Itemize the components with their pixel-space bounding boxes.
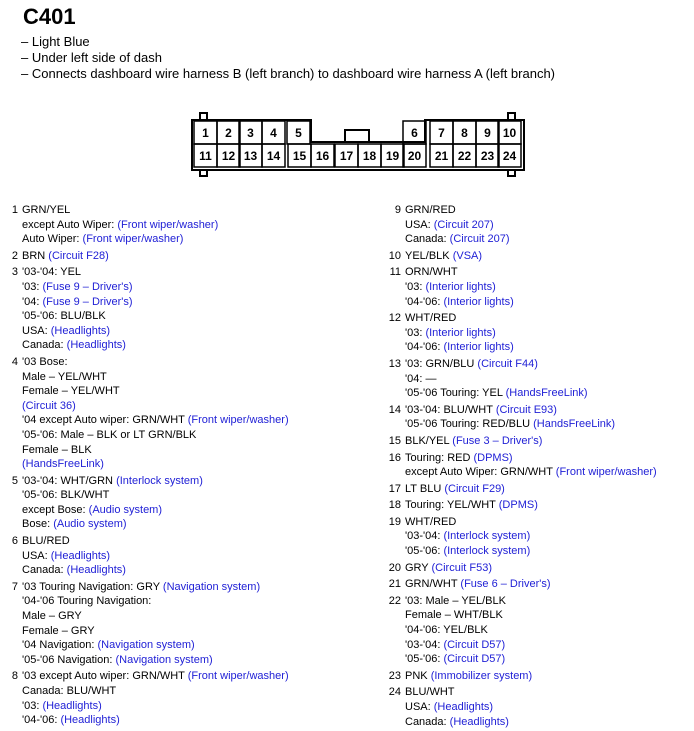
wire-text: '03-'04: YEL: [22, 266, 82, 279]
reference-link[interactable]: (Front wiper/washer): [117, 218, 219, 231]
reference-link[interactable]: (Circuit 36): [22, 399, 76, 412]
reference-link[interactable]: (Front wiper/washer): [187, 414, 289, 427]
reference-link[interactable]: (Fuse 9 – Driver's): [42, 280, 133, 293]
desc-location: – Under left side of dash: [21, 50, 162, 65]
reference-link[interactable]: (Navigation system): [115, 653, 213, 666]
pin-entry-number: 23: [388, 669, 401, 682]
pin-number-label: 5: [295, 126, 302, 140]
wire-text: BLK/YEL: [405, 434, 453, 447]
pin-entry-line: [405, 280, 692, 295]
pin-number-label: 19: [385, 149, 400, 163]
pin-entry: [4, 474, 384, 532]
pin-entry-line: [405, 451, 692, 466]
pin-entry-line: [405, 638, 692, 653]
pin-entry: [387, 434, 692, 449]
wire-text: '05-'06: BLU/BLK: [22, 310, 106, 323]
pin-entry-line: [405, 700, 692, 715]
pin-entry-line: [405, 482, 692, 497]
pin-number-label: 9: [484, 126, 491, 140]
pin-entry-number: 17: [388, 482, 401, 495]
reference-link[interactable]: (Headlights): [433, 701, 494, 713]
pin-number-label: 10: [502, 126, 517, 140]
reference-link[interactable]: (Circuit E93): [495, 403, 557, 416]
reference-link[interactable]: (Audio system): [53, 518, 127, 531]
reference-link[interactable]: (DPMS): [473, 451, 513, 464]
housing-tab-top-right: [508, 113, 515, 120]
reference-link[interactable]: (Headlights): [60, 714, 120, 727]
wire-text: except Auto Wiper:: [22, 218, 118, 231]
pin-entry-line: [405, 265, 692, 280]
wire-text: except Bose:: [22, 503, 89, 516]
pin-entry-line: [22, 609, 384, 624]
pin-entry-line: [22, 309, 384, 324]
pin-entry-line: [405, 515, 692, 530]
pin-entry-number: 14: [388, 403, 401, 416]
pin-entry-line: [22, 399, 384, 414]
reference-link[interactable]: (Headlights): [42, 699, 102, 712]
pin-number-label: 4: [270, 126, 277, 140]
wire-text: Bose:: [22, 518, 54, 531]
wire-text: Male – YEL/WHT: [22, 370, 107, 383]
reference-link[interactable]: (Interlock system): [116, 474, 203, 487]
pin-entry-number: 16: [388, 451, 401, 464]
pin-entry-line: [405, 340, 692, 355]
pin-number-label: 2: [225, 126, 232, 140]
wire-text: GRY: [405, 561, 432, 574]
pin-entry: [4, 265, 384, 353]
pin-entry: [387, 403, 692, 432]
pin-entry-line: [405, 623, 692, 638]
pin-entry: [387, 203, 692, 247]
pin-entry-line: [405, 417, 692, 432]
reference-link[interactable]: (Interior lights): [425, 280, 496, 293]
pin-number-label: 6: [411, 126, 418, 140]
wire-text: Canada:: [405, 233, 450, 246]
wire-text: '04-'06: YEL/BLK: [405, 624, 488, 637]
wire-text: LT BLU: [405, 482, 445, 495]
pin-number-label: 13: [243, 149, 258, 163]
desc-connects: – Connects dashboard wire harness B (left branch) to dashboard wire harness A (left branch): [21, 66, 556, 81]
wire-text: BLU/WHT: [405, 686, 455, 699]
wire-text: '05-'06 Touring: RED/BLU: [405, 418, 534, 431]
pin-entry-line: [405, 203, 692, 218]
reference-link[interactable]: (Fuse 9 – Driver's): [42, 295, 133, 308]
pin-entry-line: [22, 370, 384, 385]
pin-list-right: [387, 203, 692, 731]
pin-entry-line: [22, 457, 384, 472]
pin-entry: [387, 498, 692, 513]
pin-entry: [387, 685, 692, 729]
reference-link[interactable]: (Fuse 3 – Driver's): [452, 434, 543, 447]
pin-number-label: 11: [199, 149, 212, 163]
wire-text: '03 except Auto wiper: GRN/WHT: [22, 670, 188, 683]
pin-number-label: 15: [292, 149, 307, 163]
pin-entry: [4, 249, 384, 264]
pin-entry-number: 13: [388, 357, 401, 370]
pin-number-label: 12: [221, 149, 236, 163]
wire-text: '04-'06:: [22, 714, 61, 727]
wire-text: '05-'06: BLK/WHT: [22, 489, 110, 502]
pin-entry: [387, 482, 692, 497]
pin-entry-line: [405, 685, 692, 700]
pin-number-label: 17: [339, 149, 354, 163]
pin-entry-line: [22, 580, 384, 595]
pin-entry-line: [405, 577, 692, 592]
wire-text: '04 except Auto wiper: GRN/WHT: [22, 414, 188, 427]
reference-link[interactable]: (HandsFreeLink): [22, 458, 104, 471]
pin-entry-line: [22, 218, 384, 233]
pin-number-label: 3: [247, 126, 254, 140]
pin-entry: [387, 357, 692, 401]
wire-text: Female – BLK: [22, 443, 92, 456]
pin-entry-line: [405, 669, 692, 684]
pin-entry-number: 12: [388, 312, 401, 325]
reference-link[interactable]: (Circuit D57): [443, 653, 506, 666]
wire-text: GRN/WHT: [405, 578, 461, 591]
housing-tab-bottom-left: [200, 170, 207, 176]
pin-entry: [387, 451, 692, 480]
pin-entry-line: [405, 311, 692, 326]
wire-text: GRN/RED: [405, 204, 456, 216]
pin-entry-number: 19: [388, 515, 401, 528]
reference-link[interactable]: (Interior lights): [443, 341, 514, 354]
reference-link[interactable]: (HandsFreeLink): [533, 418, 616, 431]
pin-entry-line: [405, 594, 692, 609]
wire-text: Male – GRY: [22, 610, 82, 623]
pin-entry: [4, 534, 384, 578]
pin-entry-number: 9: [394, 204, 401, 216]
reference-link[interactable]: (Interlock system): [443, 530, 531, 543]
reference-link[interactable]: (Navigation system): [97, 639, 195, 652]
pin-entry-line: [22, 203, 384, 218]
wire-text: WHT/RED: [405, 312, 457, 325]
pin-entry-line: [22, 624, 384, 639]
reference-link[interactable]: (Circuit 207): [433, 218, 494, 231]
pin-entry-line: [22, 249, 384, 264]
wire-text: Canada:: [405, 715, 450, 728]
pin-entry-line: [22, 503, 384, 518]
pin-entry-number: 11: [389, 266, 401, 279]
pin-entry-line: [405, 652, 692, 667]
pin-entry-number: 3: [11, 266, 18, 279]
pin-entry-line: [405, 561, 692, 576]
pin-entry-number: 1: [11, 204, 18, 216]
wire-text: '04: —: [405, 372, 437, 385]
pin-entry-line: [22, 443, 384, 458]
pin-entry-line: [22, 684, 384, 699]
wire-text: Auto Wiper:: [22, 233, 83, 246]
pin-entry: [387, 249, 692, 264]
wire-text: '03:: [405, 280, 426, 293]
pin-entry-line: [22, 638, 384, 653]
pin-number-label: 21: [434, 149, 449, 163]
wire-text: BLU/RED: [22, 535, 70, 548]
wire-text: ORN/WHT: [405, 266, 458, 279]
pin-entry-line: [22, 355, 384, 370]
reference-link[interactable]: (Headlights): [50, 324, 111, 337]
wire-text: Touring: YEL/WHT: [405, 499, 499, 512]
pin-entry-line: [22, 517, 384, 532]
pin-entry-line: [22, 324, 384, 339]
pin-entry: [4, 580, 384, 668]
pin-entry: [387, 669, 692, 684]
pin-number-label: 22: [457, 149, 472, 163]
pin-entry: [387, 311, 692, 355]
reference-link[interactable]: (Circuit F53): [431, 561, 493, 574]
reference-link[interactable]: (Interior lights): [443, 295, 514, 308]
wire-text: '05-'06 Touring: YEL: [405, 387, 506, 400]
wire-text: '03-'04: BLU/WHT: [405, 403, 496, 416]
pin-entry: [387, 561, 692, 576]
pin-entry-number: 20: [388, 561, 401, 574]
wire-text: '04:: [22, 295, 43, 308]
wire-text: USA:: [22, 324, 51, 337]
pin-entry-line: [405, 249, 692, 264]
pin-number-label: 7: [438, 126, 445, 140]
pin-number-label: 24: [502, 149, 517, 163]
pin-entry-line: [22, 280, 384, 295]
reference-link[interactable]: (Fuse 6 – Driver's): [460, 578, 551, 591]
wire-text: Canada: BLU/WHT: [22, 685, 117, 697]
reference-link[interactable]: (Front wiper/washer): [82, 233, 184, 246]
pin-entry: [387, 265, 692, 309]
wire-text: Canada:: [22, 339, 67, 352]
wire-text: GRN/YEL: [22, 204, 71, 216]
wire-text: Touring: RED: [405, 451, 474, 464]
housing-tab-top-left: [200, 113, 207, 120]
pin-number-label: 16: [315, 149, 330, 163]
pin-entry-line: [22, 232, 384, 247]
pin-entry-line: [22, 669, 384, 684]
reference-link[interactable]: (Front wiper/washer): [187, 670, 289, 683]
reference-link[interactable]: (Interior lights): [425, 326, 496, 339]
wire-text: BRN: [22, 249, 49, 262]
pin-number-label: 1: [202, 126, 209, 140]
wire-text: '04-'06:: [405, 295, 444, 308]
pin-entry: [4, 669, 384, 727]
pin-entry-line: [405, 465, 692, 480]
pin-entry-line: [405, 434, 692, 449]
wire-text: Female – WHT/BLK: [405, 609, 503, 622]
pin-entry-line: [22, 413, 384, 428]
reference-link[interactable]: (HandsFreeLink): [505, 387, 588, 400]
pin-entry-number: 6: [11, 535, 18, 548]
pin-entry-line: [22, 265, 384, 280]
pin-entry-line: [22, 699, 384, 714]
pin-entry: [4, 203, 384, 247]
wire-text: Female – YEL/WHT: [22, 385, 120, 398]
wire-text: YEL/BLK: [405, 249, 453, 262]
pin-entry-line: [405, 498, 692, 513]
wire-text: '04-'06 Touring Navigation:: [22, 595, 152, 608]
pin-entry: [387, 577, 692, 592]
reference-link[interactable]: (Headlights): [66, 564, 126, 577]
connector-title: C401: [23, 4, 76, 29]
connector-diagram: [0, 0, 694, 200]
pin-entry-number: 10: [388, 249, 401, 262]
wire-text: '03:: [22, 280, 43, 293]
wire-text: '03-'04: WHT/GRN: [22, 474, 117, 487]
reference-link[interactable]: (Audio system): [88, 503, 163, 516]
pin-number-label: 23: [480, 149, 495, 163]
pin-entry-number: 4: [11, 355, 18, 368]
pin-entry-line: [405, 357, 692, 372]
pin-entry-line: [405, 715, 692, 730]
pin-entry-line: [22, 488, 384, 503]
wire-text: USA:: [22, 549, 51, 562]
pin-entry-line: [405, 403, 692, 418]
pin-entry-line: [405, 218, 692, 233]
reference-link[interactable]: (VSA): [452, 249, 483, 262]
pin-entry-number: 18: [388, 499, 401, 512]
pin-entry-line: [22, 594, 384, 609]
desc-color: – Light Blue: [21, 34, 90, 49]
pin-entry-line: [22, 384, 384, 399]
pin-entry-line: [22, 338, 384, 353]
wire-text: Canada:: [22, 564, 67, 577]
reference-link[interactable]: (Circuit F29): [444, 482, 505, 495]
wire-text: WHT/RED: [405, 515, 457, 528]
reference-link[interactable]: (Headlights): [449, 715, 509, 728]
reference-link[interactable]: (Immobilizer system): [430, 669, 533, 682]
pin-list-left: [4, 203, 384, 730]
wire-text: USA:: [405, 218, 434, 231]
wire-text: '04-'06:: [405, 341, 444, 354]
wire-text: except Auto Wiper: GRN/WHT: [405, 466, 556, 479]
reference-link[interactable]: (Circuit F28): [48, 249, 109, 262]
pin-entry-line: [405, 232, 692, 247]
pin-entry-line: [22, 549, 384, 564]
wire-text: '03-'04:: [405, 530, 444, 543]
pin-entry-line: [405, 295, 692, 310]
pin-entry-line: [405, 544, 692, 559]
pin-entry-number: 7: [11, 580, 18, 593]
pin-entry: [387, 594, 692, 667]
wire-text: '03 Touring Navigation: GRY: [22, 580, 163, 593]
reference-link[interactable]: (Circuit F44): [477, 357, 538, 370]
wire-text: '04 Navigation:: [22, 639, 98, 652]
pin-number-label: 8: [461, 126, 468, 140]
reference-link[interactable]: (Circuit D57): [443, 638, 506, 651]
pin-entry-number: 2: [11, 249, 18, 262]
wire-text: '03-'04:: [405, 638, 444, 651]
pin-entry-line: [405, 326, 692, 341]
wire-text: '03: GRN/BLU: [405, 357, 478, 370]
housing-tab-bottom-right: [508, 170, 515, 176]
pin-entry-line: [22, 474, 384, 489]
pin-entry-line: [22, 653, 384, 668]
pin-entry-number: 15: [388, 434, 401, 447]
pin-entry-line: [405, 372, 692, 387]
wire-text: '05-'06: Male – BLK or LT GRN/BLK: [22, 428, 197, 441]
reference-link[interactable]: (Front wiper/washer): [555, 466, 657, 479]
wire-text: '03 Bose:: [22, 355, 68, 368]
reference-link[interactable]: (Navigation system): [162, 580, 261, 593]
pin-entry: [4, 355, 384, 472]
pin-number-label: 18: [362, 149, 377, 163]
pin-entry-line: [22, 428, 384, 443]
pin-number-label: 20: [407, 149, 422, 163]
reference-link[interactable]: (Headlights): [50, 549, 111, 562]
wire-text: '05-'06 Navigation:: [22, 653, 116, 666]
pin-entry-line: [405, 608, 692, 623]
pin-entry-number: 22: [388, 594, 401, 607]
pin-entry-line: [22, 295, 384, 310]
housing-key: [345, 130, 369, 142]
wire-text: '05-'06:: [405, 653, 444, 666]
reference-link[interactable]: (DPMS): [498, 499, 538, 512]
pin-entry-line: [405, 529, 692, 544]
pin-entry-line: [22, 534, 384, 549]
pin-number-label: 14: [266, 149, 281, 163]
reference-link[interactable]: (Circuit 207): [449, 233, 510, 246]
pin-entry-number: 8: [11, 670, 18, 683]
wire-text: '03: Male – YEL/BLK: [405, 594, 506, 607]
wire-text: USA:: [405, 701, 434, 713]
wire-text: Female – GRY: [22, 624, 95, 637]
wire-text: '03:: [22, 699, 43, 712]
wire-text: PNK: [405, 669, 431, 682]
pin-entry: [387, 515, 692, 559]
pin-entry-number: 24: [388, 686, 401, 699]
reference-link[interactable]: (Interlock system): [443, 545, 531, 558]
pin-entry-line: [405, 386, 692, 401]
pin-entry-number: 21: [388, 578, 401, 591]
wire-text: '03:: [405, 326, 426, 339]
reference-link[interactable]: (Headlights): [66, 339, 126, 352]
pin-entry-number: 5: [11, 474, 18, 487]
wire-text: '05-'06:: [405, 545, 444, 558]
pin-entry-line: [22, 563, 384, 578]
